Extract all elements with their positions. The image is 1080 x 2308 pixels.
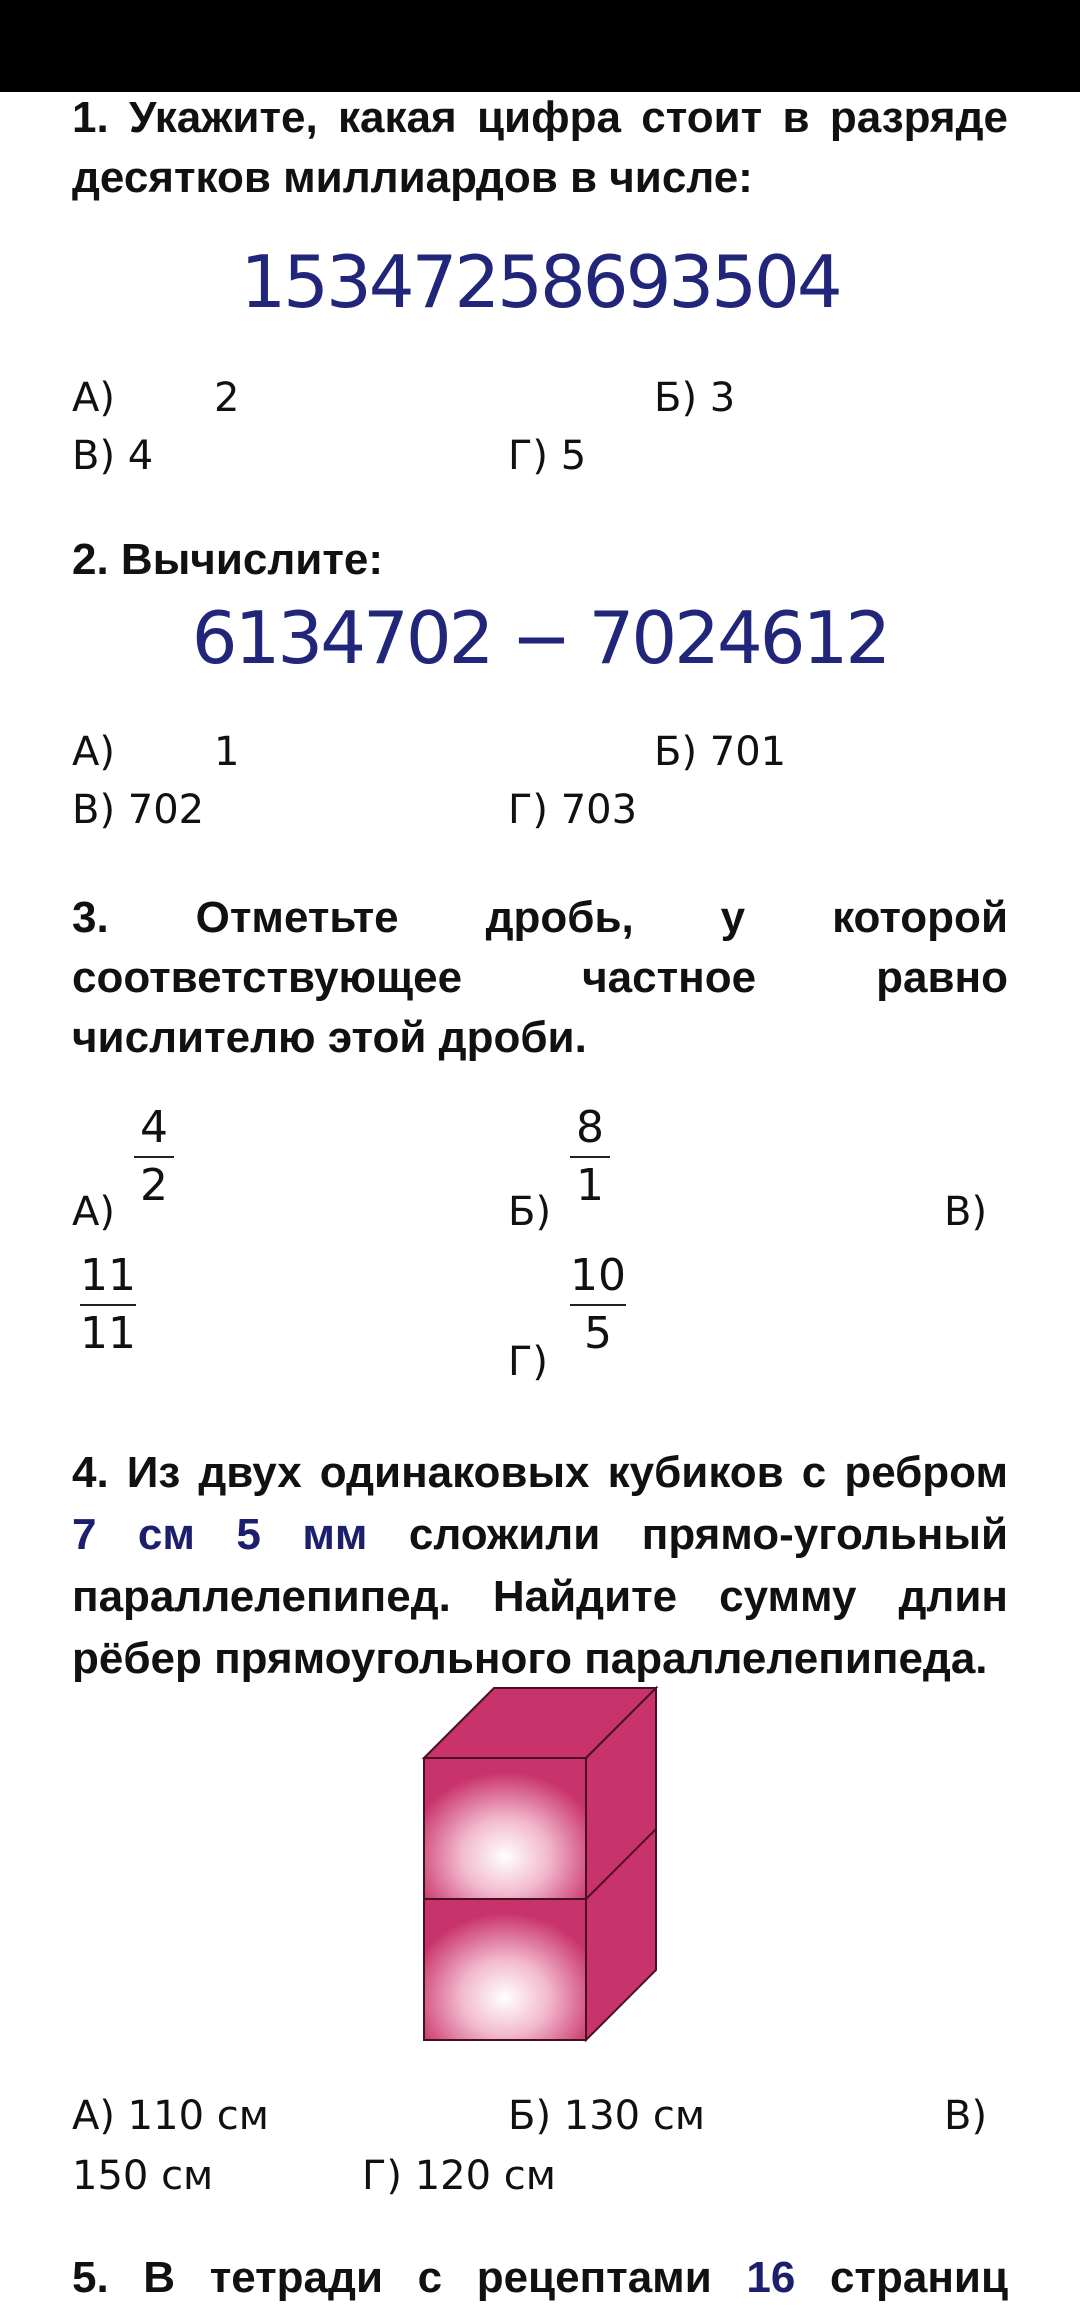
q4-option-v-value[interactable]: 150 см	[72, 2153, 214, 2199]
fraction-bar	[570, 1156, 610, 1158]
q2-option-a-value[interactable]: 1	[214, 729, 240, 775]
q3-option-a-label[interactable]: А)	[72, 1189, 115, 1235]
q5-text-start: 5. В тетради с рецептами	[72, 2253, 747, 2302]
question-1-text: 1. Укажите, какая цифра стоит в разряде десятков миллиардов в числе:	[72, 93, 1008, 202]
q2-option-a-label[interactable]: А)	[72, 729, 115, 775]
q3-option-v-label[interactable]: В)	[944, 1189, 988, 1235]
q4-text-end: сложили прямо-угольный параллелепипед. Найдите сумму длин рёбер прямоугольного параллелепипеда.	[72, 1510, 1009, 1683]
q1-option-a-label[interactable]: А)	[72, 375, 115, 421]
q3-option-b-label[interactable]: Б)	[508, 1189, 552, 1235]
q4-option-v-label[interactable]: В)	[944, 2093, 988, 2139]
question-2-expression: 6134702 − 7024612	[191, 596, 889, 680]
q2-option-b[interactable]: Б) 701	[654, 729, 787, 775]
q3-option-b-fraction[interactable]	[570, 1102, 610, 1212]
q3-a-numerator: 4	[140, 1102, 168, 1153]
fraction-bar	[80, 1304, 136, 1306]
cuboid-front-lower	[424, 1899, 586, 2040]
q3-b-denominator: 1	[576, 1160, 604, 1211]
q3-b-numerator: 8	[576, 1102, 604, 1153]
q4-option-b[interactable]: Б) 130 см	[508, 2093, 705, 2139]
question-1-number: 15347258693504	[240, 240, 840, 324]
q1-option-b[interactable]: Б) 3	[654, 375, 736, 421]
q3-g-denominator: 5	[584, 1308, 612, 1359]
question-2-text: 2. Вычислите:	[72, 535, 384, 584]
q3-option-g-fraction[interactable]	[570, 1250, 626, 1360]
q4-option-a[interactable]: А) 110 см	[72, 2093, 269, 2139]
q1-option-v[interactable]: В) 4	[72, 433, 154, 479]
q4-option-g[interactable]: Г) 120 см	[362, 2153, 556, 2199]
q4-edge-measure: 7 см 5 мм	[72, 1510, 368, 1559]
question-3-text-rest: соответствующее частное равно числителю этой дроби.	[72, 953, 1008, 1062]
q2-option-v[interactable]: В) 702	[72, 787, 205, 833]
q5-page-count: 16	[746, 2253, 796, 2302]
q3-v-denominator: 11	[80, 1308, 136, 1359]
cuboid-front-upper	[424, 1758, 586, 1899]
q3-g-numerator: 10	[570, 1250, 626, 1301]
question-4-text	[72, 1442, 1008, 1690]
q3-option-v-fraction[interactable]	[80, 1250, 136, 1360]
q1-option-g[interactable]: Г) 5	[508, 433, 587, 479]
top-status-bar	[0, 0, 1080, 92]
q2-option-g[interactable]: Г) 703	[508, 787, 638, 833]
q3-option-g-label[interactable]: Г)	[508, 1339, 548, 1385]
q3-v-numerator: 11	[80, 1250, 136, 1301]
q4-text-start: 4. Из двух одинаковых кубиков с ребром	[72, 1448, 1008, 1497]
question-5-text-partial	[72, 2248, 1008, 2308]
fraction-bar	[134, 1156, 174, 1158]
q5-text-end: страниц	[795, 2253, 1008, 2302]
fraction-bar	[570, 1304, 626, 1306]
q1-option-a-value[interactable]: 2	[214, 375, 240, 421]
question-3-text-line1: 3. Отметьте дробь, у которой	[72, 893, 1008, 942]
cuboid-illustration	[400, 1680, 680, 2050]
q3-option-a-fraction[interactable]	[134, 1102, 174, 1212]
q3-a-denominator: 2	[140, 1160, 168, 1211]
